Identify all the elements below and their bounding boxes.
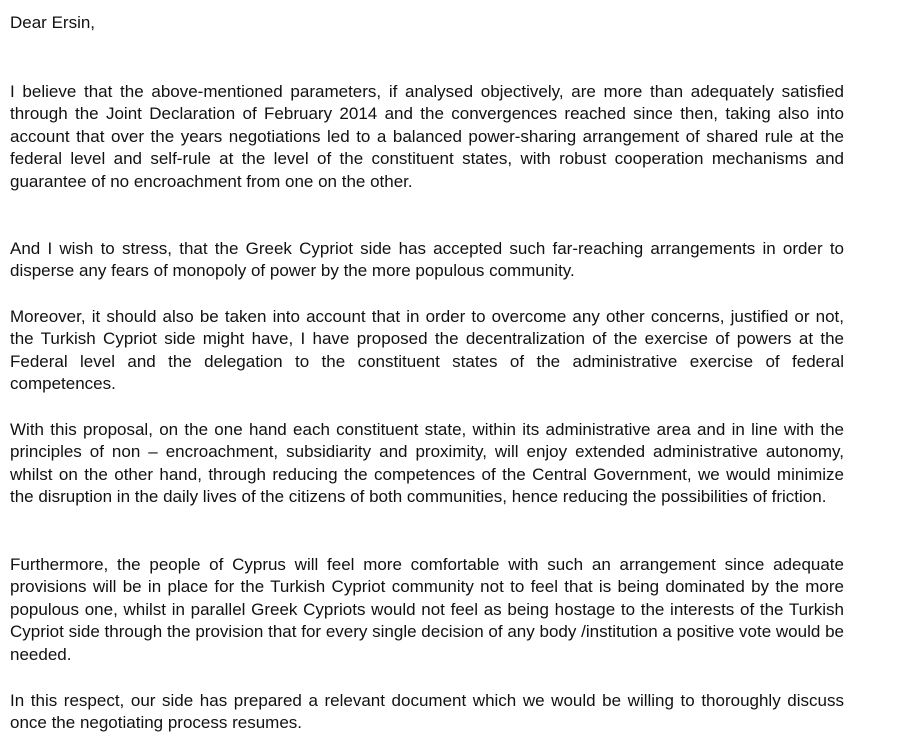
paragraph-furthermore: Furthermore, the people of Cyprus will feel more comfortable with such an arrangement since adequate provisions will be in place for the Turkish Cypriot community not to feel that is being dominated by the more populous one, whilst in parallel Greek Cypriots would not feel as being hostage to the interests of the Turkish Cypriot side through the provision that for every single decision of any body /institution a positive vote would be needed.: [10, 555, 844, 664]
paragraph-parameters: I believe that the above-mentioned parameters, if analysed objectively, are more than adequately satisfied through the Joint Declaration of February 2014 and the convergences reached since then, taking also into account that over the years negotiations led to a balanced power-sharing arrangement of shared rule at the federal level and self-rule at the level of the constituent states, with robust cooperation mechanisms and guarantee of no encroachment from one on the other.: [10, 82, 844, 191]
salutation: Dear Ersin,: [10, 13, 96, 32]
paragraph-proposal: With this proposal, on the one hand each constituent state, within its administrative area and in line with the principles of non – encroachment, subsidiarity and proximity, will enjoy extended administrative autonomy, whilst on the other hand, through reducing the competences of the Central Government, we would minimize the disruption in the daily lives of the citizens of both communities, hence reducing the possibilities of friction.: [10, 420, 844, 507]
paragraph-greek-cypriot-arrangements: And I wish to stress, that the Greek Cypriot side has accepted such far-reaching arrangements in order to disperse any fears of monopoly of power by the more populous community.: [10, 239, 844, 281]
paragraph-relevant-document: In this respect, our side has prepared a relevant document which we would be willing to thoroughly discuss once the negotiating process resumes.: [10, 691, 844, 733]
paragraph-decentralization: Moreover, it should also be taken into account that in order to overcome any other concerns, justified or not, the Turkish Cypriot side might have, I have proposed the decentralization of the exercise of powers at the Federal level and the delegation to the constituent states of the administrative exercise of federal competences.: [10, 307, 844, 394]
